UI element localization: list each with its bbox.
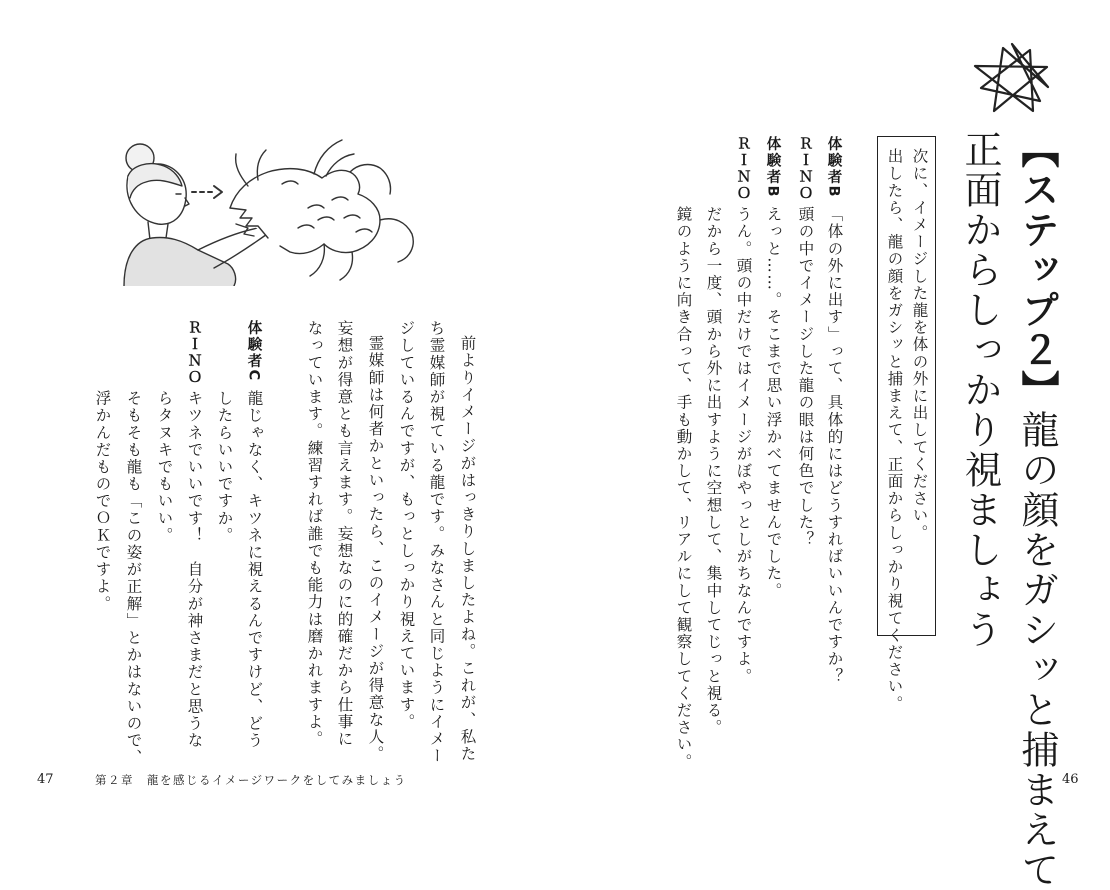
left-page-number: 47: [37, 772, 54, 787]
instruction-line-1: 次に、イメージした龍を体の外に出してください。: [910, 148, 929, 542]
dialogue-line: 浮かんだものでＯＫですよ。: [93, 390, 112, 613]
speaker-label: ＲＩＮＯ: [185, 320, 202, 386]
dialogue-line: 「体の外に出す」って、具体的にはどうすればいいんですか？: [825, 206, 844, 685]
page-title-line1: [1015, 130, 1059, 890]
paragraph-line: ち霊媒師が視ている龍です。みなさんと同じようにイメー: [427, 320, 446, 765]
speaker-label: 体験者B: [764, 136, 781, 199]
paragraph-line: ジしているんですが、もっとしっかり視えています。: [397, 320, 416, 731]
paragraph-line: 霊媒師は何者かといったら、このイメージが得意な人。: [366, 335, 385, 763]
dialogue-line: したらいいですか。: [215, 390, 234, 544]
speaker-label: ＲＩＮＯ: [796, 136, 813, 202]
dialogue-line: 鏡のように向き合って、手も動かして、リアルにして観察してください。: [674, 206, 693, 771]
woman-holding-dragon-face-illustration: [118, 128, 428, 286]
dialogue-line: らタヌキでもいい。: [155, 390, 174, 544]
paragraph-line: 前よりイメージがはっきりしましたよね。これが、私た: [458, 335, 477, 763]
dialogue-line: 頭の中でイメージした龍の眼は何色でした？: [796, 206, 815, 548]
speaker-label: 体験者C: [245, 320, 262, 383]
speaker-label: 体験者B: [825, 136, 842, 199]
right-page-number: 46: [1062, 772, 1079, 787]
speaker-label: ＲＩＮＯ: [734, 136, 751, 202]
heptagram-star-icon: [972, 40, 1052, 120]
dialogue-line: 龍じゃなく、キツネに視えるんですけど、どう: [245, 390, 264, 750]
dialogue-line: そもそも龍も「この姿が正解」とかはないので、: [124, 390, 143, 767]
title-line1-text: 龍の顔をガシッと捕まえて: [1015, 410, 1059, 890]
dialogue-line: うん。頭の中だけではイメージがぼやっとしがちなんですよ。: [734, 206, 753, 685]
dialogue-line: だから一度、頭から外に出すように空想して、集中してじっと視る。: [704, 206, 723, 737]
step-tag: 【ステップ２】: [1015, 130, 1059, 410]
paragraph-line: なっています。練習すれば誰でも能力は磨かれますよ。: [305, 320, 324, 748]
page-title-line2: 正面からしっかり視ましょう: [958, 130, 1002, 650]
dialogue-line: えっと……。そこまで思い浮かべてませんでした。: [764, 206, 783, 600]
chapter-running-head: 第２章 龍を感じるイメージワークをしてみましょう: [95, 773, 407, 787]
dialogue-line: キツネでいいです！ 自分が神さまだと思うな: [185, 390, 204, 750]
instruction-line-2: 出したら、龍の顔をガシッと捕まえて、正面からしっかり視てください。: [885, 148, 904, 713]
paragraph-line: 妄想が得意とも言えます。妄想なのに的確だから仕事に: [335, 320, 354, 748]
